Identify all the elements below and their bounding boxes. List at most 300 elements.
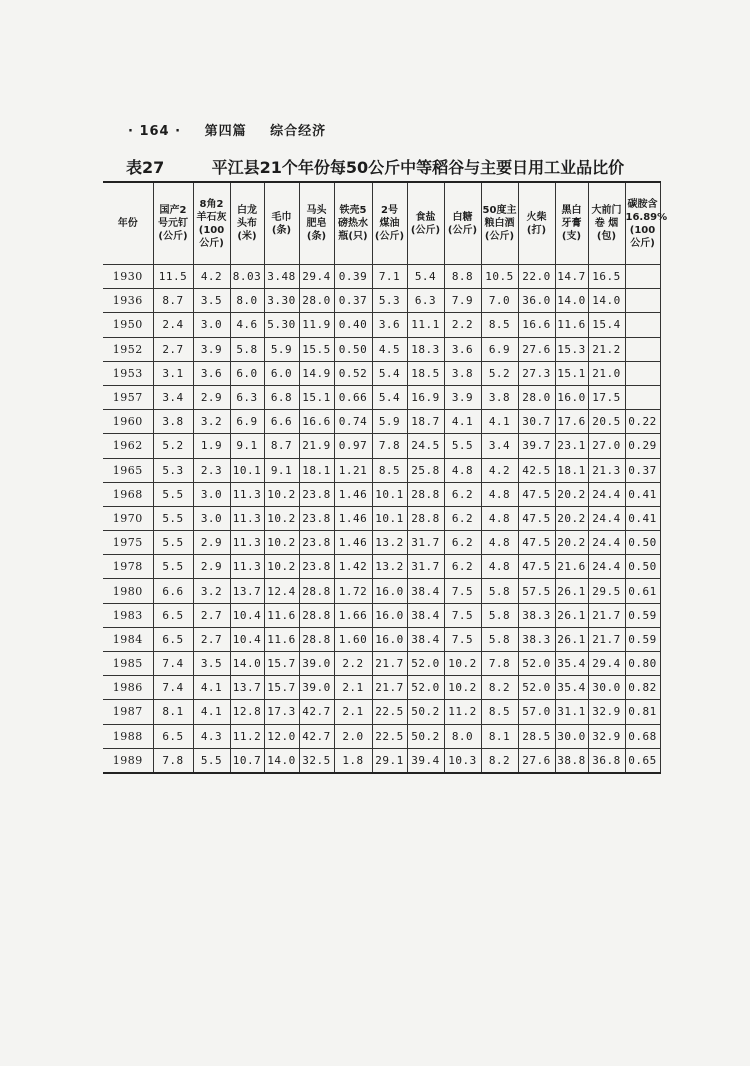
table-row [103,506,660,530]
ratio-cell: 7.8 [153,748,193,773]
ratio-cell: 14.0 [555,289,588,313]
ratio-cell: 12.0 [264,724,299,748]
ratio-cell: 2.2 [334,652,372,676]
column-header-line: (条) [306,231,327,242]
ratio-cell: 18.7 [407,410,444,434]
ratio-cell: 1.60 [334,627,372,651]
ratio-cell: 23.8 [299,482,334,506]
ratio-cell: 38.3 [518,627,555,651]
table-row [103,555,660,579]
ratio-cell: 3.8 [481,385,518,409]
ratio-cell: 22.5 [372,700,407,724]
year-cell: 1936 [103,289,153,313]
ratio-cell: 2.9 [193,555,230,579]
ratio-cell: 13.7 [230,676,264,700]
ratio-cell: 3.4 [481,434,518,458]
ratio-cell: 15.7 [264,676,299,700]
ratio-cell: 1.21 [334,458,372,482]
ratio-cell: 4.1 [481,410,518,434]
ratio-cell: 20.2 [555,531,588,555]
ratio-cell: 39.0 [299,652,334,676]
column-header [334,182,372,265]
ratio-cell: 0.50 [334,337,372,361]
ratio-cell: 42.7 [299,700,334,724]
ratio-cell: 2.1 [334,700,372,724]
ratio-cell: 6.8 [264,385,299,409]
ratio-cell: 4.6 [230,313,264,337]
ratio-cell: 15.1 [299,385,334,409]
ratio-cell: 10.7 [230,748,264,773]
ratio-cell: 10.2 [264,531,299,555]
ratio-cell: 12.4 [264,579,299,603]
table-title: 平江县21个年份每50公斤中等稻谷与主要日用工业品比价 [211,158,625,177]
ratio-cell: 20.2 [555,482,588,506]
ratio-cell: 0.74 [334,410,372,434]
ratio-cell: 13.2 [372,555,407,579]
column-header-line: (100 [629,224,656,236]
ratio-cell: 3.48 [264,265,299,289]
ratio-cell: 5.30 [264,313,299,337]
year-cell: 1930 [103,265,153,289]
ratio-cell: 8.5 [481,700,518,724]
ratio-cell: 5.5 [153,531,193,555]
ratio-cell: 26.1 [555,627,588,651]
ratio-cell: 28.8 [407,482,444,506]
ratio-cell [625,313,660,337]
ratio-cell: 3.0 [193,313,230,337]
ratio-cell: 6.2 [444,482,481,506]
ratio-cell: 3.0 [193,482,230,506]
table-header-row [103,182,660,265]
ratio-cell: 28.8 [299,579,334,603]
ratio-cell: 21.7 [588,603,625,627]
ratio-cell: 6.0 [230,361,264,385]
ratio-cell: 11.3 [230,531,264,555]
column-header-line: (公斤) [374,231,405,242]
table-row [103,652,660,676]
ratio-cell: 28.0 [518,385,555,409]
year-cell: 1968 [103,482,153,506]
ratio-cell: 2.3 [193,458,230,482]
ratio-cell: 8.5 [481,313,518,337]
ratio-cell: 3.30 [264,289,299,313]
ratio-cell: 2.2 [444,313,481,337]
ratio-cell: 36.0 [518,289,555,313]
ratio-cell: 30.0 [588,676,625,700]
column-header-line: 大前门 [591,205,622,216]
ratio-cell: 5.3 [372,289,407,313]
column-header-line: 国产2 [159,205,187,216]
ratio-cell: 27.0 [588,434,625,458]
ratio-cell: 7.4 [153,652,193,676]
ratio-cell: 5.4 [372,361,407,385]
ratio-cell: 15.4 [588,313,625,337]
ratio-cell: 23.8 [299,506,334,530]
ratio-cell: 4.1 [444,410,481,434]
ratio-cell: 4.3 [193,724,230,748]
ratio-cell: 4.8 [481,555,518,579]
table-row [103,385,660,409]
ratio-cell: 38.8 [555,748,588,773]
ratio-cell: 4.8 [444,458,481,482]
price-ratio-table [103,181,668,774]
ratio-cell: 5.8 [230,337,264,361]
table-body [103,265,660,773]
column-header [264,182,299,265]
column-header-line: 号元钉 [158,218,188,229]
ratio-cell: 38.3 [518,603,555,627]
ratio-cell: 2.7 [193,627,230,651]
ratio-cell: 3.2 [193,410,230,434]
ratio-cell: 3.6 [444,337,481,361]
ratio-cell: 3.1 [153,361,193,385]
ratio-cell: 50.2 [407,700,444,724]
ratio-cell: 10.2 [444,652,481,676]
ratio-cell: 18.1 [555,458,588,482]
year-cell: 1960 [103,410,153,434]
ratio-cell: 16.6 [299,410,334,434]
ratio-cell: 16.0 [372,603,407,627]
ratio-cell: 8.7 [264,434,299,458]
ratio-cell: 6.2 [444,506,481,530]
ratio-cell: 8.1 [481,724,518,748]
ratio-cell: 4.1 [193,676,230,700]
column-header-line: 羊石灰 [196,211,227,223]
ratio-cell: 0.37 [334,289,372,313]
ratio-cell: 47.5 [518,482,555,506]
column-header-line: 牙膏 [561,218,582,229]
ratio-cell: 36.8 [588,748,625,773]
ratio-cell [625,337,660,361]
ratio-cell: 8.03 [230,265,264,289]
column-header-line: 年份 [117,218,138,229]
year-cell: 1984 [103,627,153,651]
ratio-cell: 5.4 [372,385,407,409]
table-row [103,748,660,773]
year-cell: 1962 [103,434,153,458]
ratio-cell: 28.0 [299,289,334,313]
ratio-cell: 14.0 [588,289,625,313]
ratio-cell: 7.4 [153,676,193,700]
column-header [588,182,625,265]
column-header-line: 白糖 [452,211,473,223]
section-title: 综合经济 [270,124,327,139]
ratio-cell: 8.7 [153,289,193,313]
ratio-cell: 8.2 [481,748,518,773]
column-header [103,182,153,265]
ratio-cell: 6.5 [153,627,193,651]
ratio-cell: 10.1 [230,458,264,482]
ratio-cell: 11.6 [264,603,299,627]
ratio-cell: 2.7 [153,337,193,361]
ratio-cell: 13.2 [372,531,407,555]
ratio-cell: 10.4 [230,603,264,627]
ratio-cell: 3.6 [193,361,230,385]
ratio-cell: 14.0 [230,652,264,676]
year-cell: 1978 [103,555,153,579]
ratio-cell: 24.4 [588,555,625,579]
ratio-cell: 3.8 [153,410,193,434]
ratio-cell: 39.7 [518,434,555,458]
column-header-line: (米) [237,231,257,242]
ratio-cell: 16.0 [372,579,407,603]
ratio-cell: 6.9 [230,410,264,434]
column-header-line: 肥皂 [306,218,327,229]
ratio-cell: 5.2 [153,434,193,458]
ratio-cell: 28.8 [299,603,334,627]
year-cell: 1989 [103,748,153,773]
ratio-cell: 28.8 [407,506,444,530]
column-header-line: 马头 [306,205,327,216]
year-cell: 1970 [103,506,153,530]
table-heading [126,155,624,178]
ratio-cell: 7.5 [444,579,481,603]
ratio-cell: 10.1 [372,506,407,530]
ratio-cell: 38.4 [407,627,444,651]
ratio-cell: 26.1 [555,603,588,627]
ratio-cell: 38.4 [407,603,444,627]
column-header-line: 磅热水 [338,218,368,229]
ratio-cell: 2.0 [334,724,372,748]
ratio-cell: 18.5 [407,361,444,385]
column-header-line: (公斤) [158,231,188,242]
year-cell: 1975 [103,531,153,555]
ratio-cell: 31.1 [555,700,588,724]
ratio-cell: 52.0 [518,652,555,676]
ratio-cell: 16.5 [588,265,625,289]
column-header-line: 碳胺含 [627,198,658,210]
ratio-cell: 29.4 [588,652,625,676]
ratio-cell: 22.0 [518,265,555,289]
ratio-cell: 8.1 [153,700,193,724]
column-header [407,182,444,265]
ratio-cell: 6.3 [407,289,444,313]
ratio-cell: 2.9 [193,531,230,555]
ratio-cell: 10.5 [481,265,518,289]
ratio-cell: 26.1 [555,579,588,603]
ratio-cell: 7.8 [481,652,518,676]
ratio-cell: 1.72 [334,579,372,603]
ratio-cell: 0.68 [625,724,660,748]
ratio-cell: 30.0 [555,724,588,748]
ratio-cell: 0.50 [625,531,660,555]
ratio-cell: 23.8 [299,555,334,579]
ratio-cell: 21.3 [588,458,625,482]
ratio-cell: 3.5 [193,652,230,676]
ratio-cell: 28.5 [518,724,555,748]
ratio-cell: 15.7 [264,652,299,676]
table-row [103,434,660,458]
ratio-cell: 11.9 [299,313,334,337]
ratio-cell: 31.7 [407,555,444,579]
page-header [128,120,344,139]
ratio-cell: 52.0 [407,652,444,676]
ratio-cell: 29.1 [372,748,407,773]
ratio-cell: 14.9 [299,361,334,385]
ratio-cell: 15.3 [555,337,588,361]
ratio-cell: 21.0 [588,361,625,385]
ratio-cell: 47.5 [518,506,555,530]
table-row [103,603,660,627]
ratio-cell: 10.1 [372,482,407,506]
ratio-cell: 24.4 [588,506,625,530]
ratio-cell: 11.2 [444,700,481,724]
ratio-cell: 0.82 [625,676,660,700]
ratio-cell: 9.1 [230,434,264,458]
ratio-cell: 7.9 [444,289,481,313]
ratio-cell: 4.8 [481,531,518,555]
column-header [625,182,668,265]
ratio-cell: 52.0 [407,676,444,700]
ratio-cell: 28.8 [299,627,334,651]
table-number: 表27 [126,158,165,177]
ratio-cell: 10.3 [444,748,481,773]
table-row [103,313,660,337]
ratio-cell: 6.9 [481,337,518,361]
ratio-cell: 3.8 [444,361,481,385]
ratio-cell: 47.5 [518,555,555,579]
ratio-cell: 5.5 [153,506,193,530]
page-number: · 164 · [128,124,182,139]
ratio-cell: 38.4 [407,579,444,603]
ratio-cell: 17.3 [264,700,299,724]
column-header [444,182,481,265]
ratio-cell: 30.7 [518,410,555,434]
ratio-cell: 7.5 [444,603,481,627]
ratio-cell: 11.1 [407,313,444,337]
year-cell: 1950 [103,313,153,337]
ratio-cell: 21.2 [588,337,625,361]
ratio-cell: 2.1 [334,676,372,700]
ratio-cell: 7.1 [372,265,407,289]
ratio-cell: 11.3 [230,506,264,530]
ratio-cell: 1.8 [334,748,372,773]
column-header-line: 头布 [237,218,257,229]
ratio-cell: 0.66 [334,385,372,409]
ratio-cell: 52.0 [518,676,555,700]
table-row [103,700,660,724]
ratio-cell: 1.46 [334,482,372,506]
ratio-cell: 8.0 [444,724,481,748]
ratio-cell: 0.50 [625,555,660,579]
ratio-cell: 5.9 [372,410,407,434]
ratio-cell: 0.59 [625,603,660,627]
column-header-line: 2号 [381,205,398,216]
column-header-line: 粮白酒 [484,218,515,229]
ratio-cell: 6.6 [264,410,299,434]
ratio-cell: 0.80 [625,652,660,676]
column-header-line: 毛巾 [271,211,292,223]
ratio-cell: 24.4 [588,531,625,555]
table-row [103,724,660,748]
ratio-cell: 16.0 [555,385,588,409]
ratio-cell: 8.0 [230,289,264,313]
ratio-cell: 5.5 [193,748,230,773]
ratio-cell: 0.61 [625,579,660,603]
ratio-cell [625,289,660,313]
table-row [103,627,660,651]
ratio-cell: 57.5 [518,579,555,603]
ratio-cell: 17.6 [555,410,588,434]
ratio-cell: 50.2 [407,724,444,748]
column-header-line: 卷 烟 [594,218,619,229]
column-header-line: (支) [561,231,582,242]
year-cell: 1952 [103,337,153,361]
ratio-cell: 4.2 [481,458,518,482]
ratio-cell: 27.6 [518,748,555,773]
ratio-cell: 29.4 [299,265,334,289]
ratio-cell: 0.52 [334,361,372,385]
ratio-cell: 5.9 [264,337,299,361]
year-cell: 1965 [103,458,153,482]
ratio-cell: 5.8 [481,603,518,627]
ratio-cell: 5.4 [407,265,444,289]
ratio-cell: 32.9 [588,724,625,748]
ratio-cell: 3.5 [193,289,230,313]
ratio-cell: 3.6 [372,313,407,337]
ratio-cell: 10.4 [230,627,264,651]
column-header-line: 16.89% [625,211,668,223]
ratio-cell: 21.7 [372,676,407,700]
column-header-line: (打) [526,224,547,236]
ratio-cell: 0.41 [625,482,660,506]
ratio-cell: 10.2 [444,676,481,700]
ratio-cell: 1.9 [193,434,230,458]
ratio-cell: 57.0 [518,700,555,724]
ratio-cell: 0.97 [334,434,372,458]
ratio-cell [625,361,660,385]
ratio-cell: 0.39 [334,265,372,289]
column-header-line: 公斤) [630,237,655,249]
ratio-cell: 14.7 [555,265,588,289]
ratio-cell: 15.1 [555,361,588,385]
ratio-cell: 39.4 [407,748,444,773]
ratio-cell: 32.5 [299,748,334,773]
ratio-cell: 9.1 [264,458,299,482]
ratio-cell: 5.8 [481,627,518,651]
ratio-cell: 0.59 [625,627,660,651]
part-title: 第四篇 [204,124,247,139]
ratio-cell: 4.8 [481,482,518,506]
ratio-cell: 39.0 [299,676,334,700]
ratio-cell: 6.6 [153,579,193,603]
ratio-cell: 7.8 [372,434,407,458]
ratio-cell: 11.6 [555,313,588,337]
ratio-cell: 2.4 [153,313,193,337]
year-cell: 1987 [103,700,153,724]
ratio-cell: 20.2 [555,506,588,530]
ratio-cell: 17.5 [588,385,625,409]
ratio-cell: 23.8 [299,531,334,555]
ratio-cell: 8.2 [481,676,518,700]
ratio-cell: 7.5 [444,627,481,651]
ratio-cell: 11.2 [230,724,264,748]
column-header-line: 白龙 [237,205,257,216]
ratio-cell: 3.9 [193,337,230,361]
ratio-cell: 21.6 [555,555,588,579]
ratio-cell: 8.8 [444,265,481,289]
ratio-cell: 12.8 [230,700,264,724]
column-header [153,182,193,265]
ratio-cell: 22.5 [372,724,407,748]
year-cell: 1985 [103,652,153,676]
column-header-line: 8角2 [199,198,224,210]
table-row [103,265,660,289]
ratio-cell: 0.40 [334,313,372,337]
ratio-cell: 21.7 [372,652,407,676]
ratio-cell: 1.46 [334,506,372,530]
ratio-cell: 0.81 [625,700,660,724]
